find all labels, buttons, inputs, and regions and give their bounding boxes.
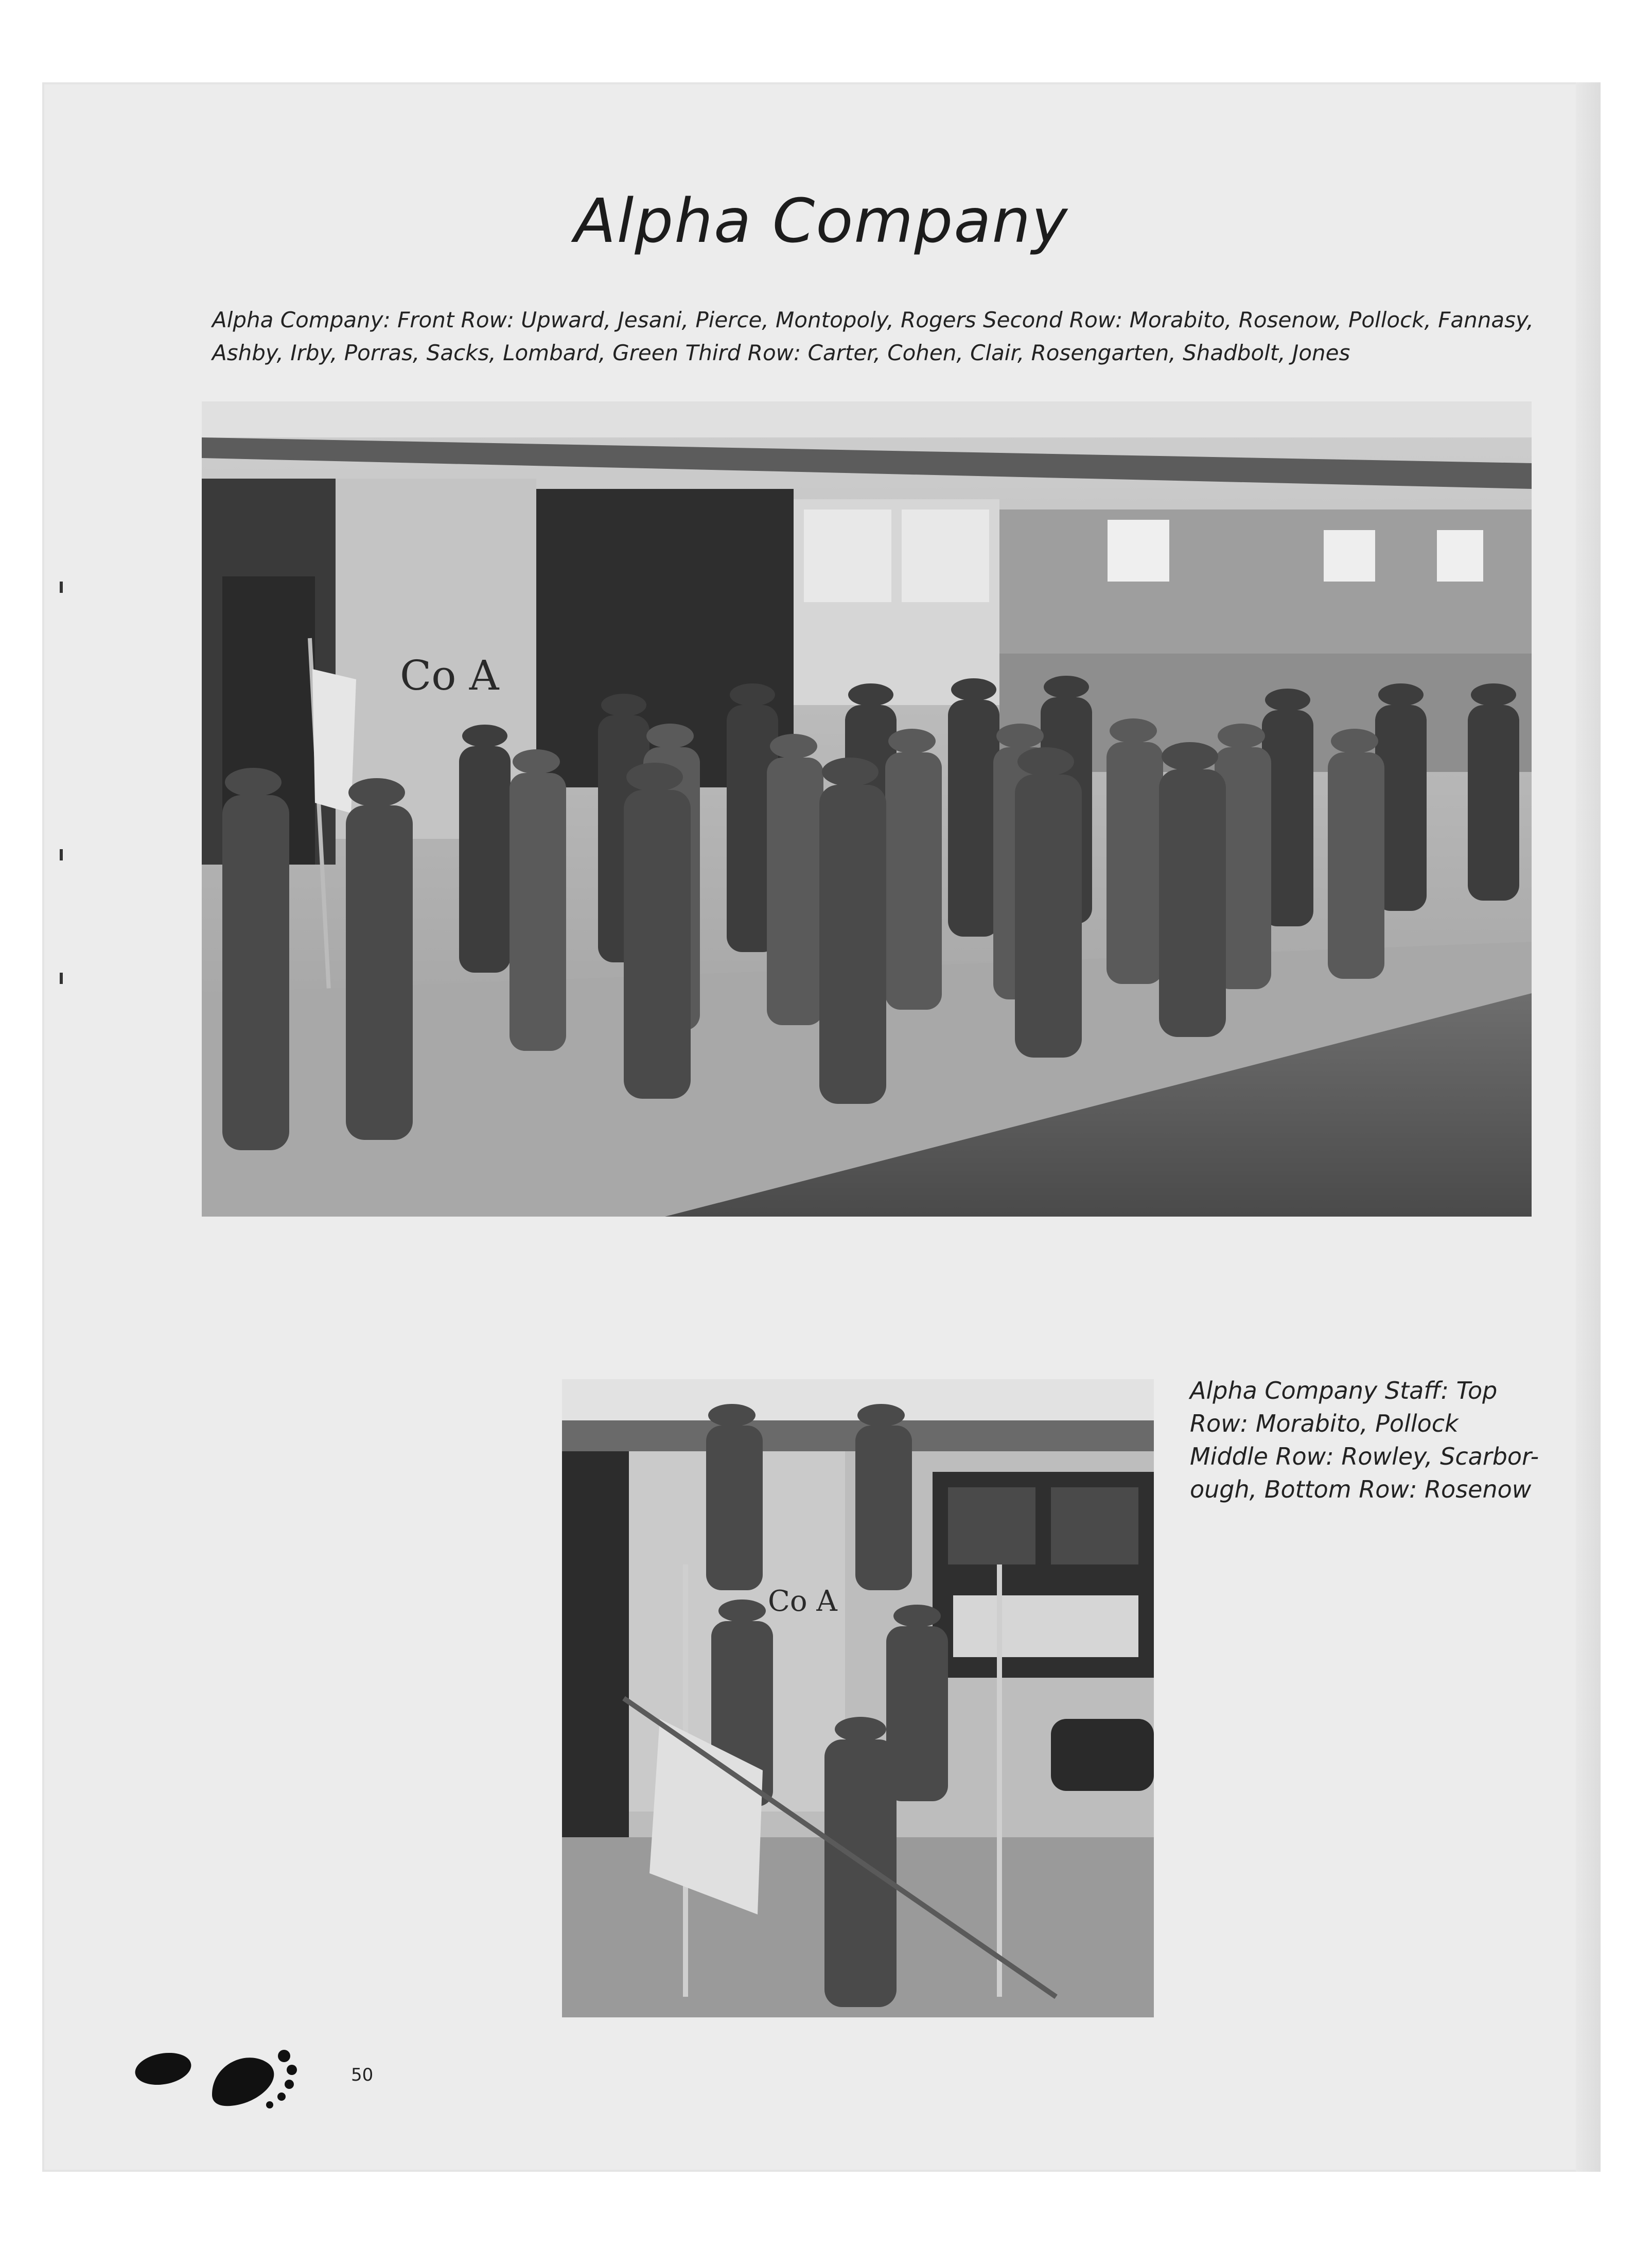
staff-caption-line: Row: Morabito, Pollock: [1190, 1410, 1459, 1437]
company-staff-photo: [562, 1379, 1154, 2017]
binding-hole-mark: [60, 582, 63, 593]
yearbook-page: [42, 82, 1601, 2172]
group-photo-caption: Alpha Company: Front Row: Upward, Jesani, Pierce, Montopoly, Rogers Second Row: Morabito, Rosenow, Pollock, Fannasy, Ashby, Irby, Porras, Sacks, Lombard, Green Third Row: Carter, Cohen, Clair, Rosengarten, Shadbolt, Jones: [212, 307, 1534, 365]
staff-sign-text: Co A: [768, 1585, 837, 1618]
staff-photo-caption: [1190, 1374, 1560, 1506]
staff-caption-line: Middle Row: Rowley, Scarbor-: [1190, 1443, 1539, 1470]
company-sign-text: Co A: [400, 652, 499, 699]
page-number: 50: [351, 2065, 374, 2085]
page-title: Alpha Company: [574, 185, 1069, 256]
company-group-photo-image: [202, 401, 1532, 1217]
page-fold-shadow: [1576, 82, 1601, 2172]
company-group-photo: [202, 401, 1532, 1217]
binding-hole-mark: [60, 849, 63, 860]
binding-hole-mark: [60, 973, 63, 984]
company-staff-photo-image: [562, 1379, 1154, 2017]
staff-caption-line: ough, Bottom Row: Rosenow: [1190, 1475, 1532, 1503]
staff-caption-line: Alpha Company Staff: Top: [1190, 1377, 1498, 1404]
footprints-icon: [135, 2033, 330, 2110]
